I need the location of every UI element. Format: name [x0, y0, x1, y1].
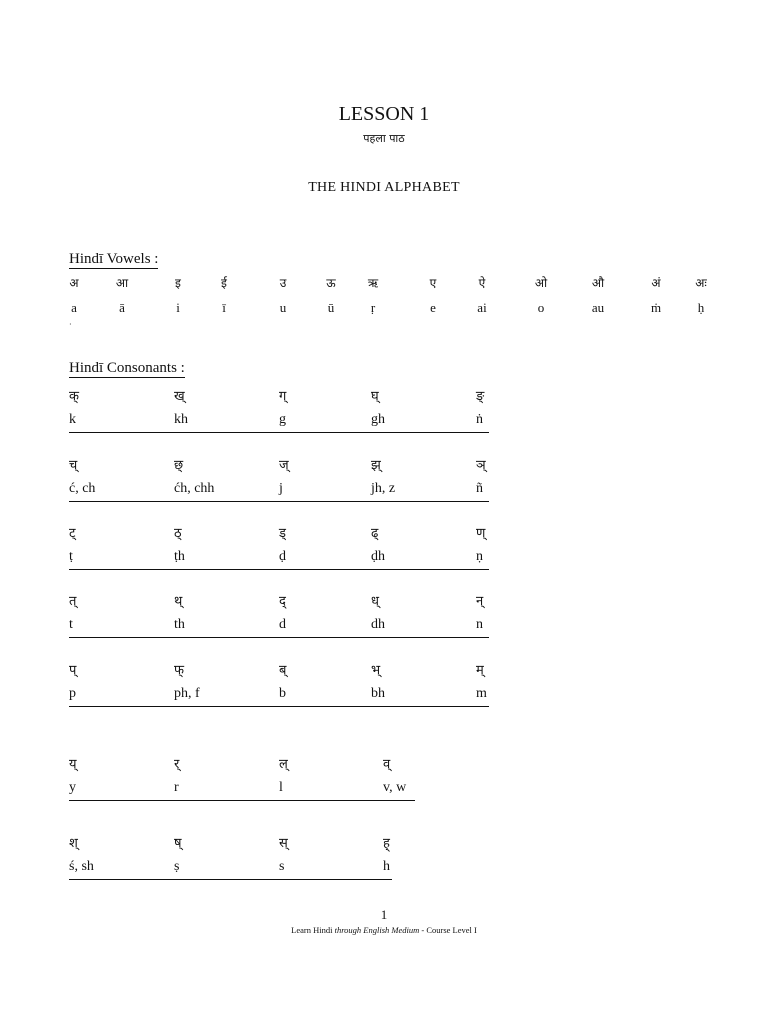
consonant-roman: g [279, 412, 286, 427]
consonant-roman: dh [371, 617, 385, 632]
row-divider [69, 432, 489, 433]
consonant-devanagari: ञ् [476, 458, 486, 473]
row-divider [69, 879, 392, 880]
consonant-roman: ṅ [476, 412, 483, 427]
consonant-roman: t [69, 617, 73, 632]
footer-text-suffix: - Course Level I [419, 925, 477, 935]
consonant-roman: ḍh [371, 549, 385, 564]
vowel-roman: ḥ [697, 300, 705, 315]
vowel-roman: a [71, 300, 77, 315]
page-number: 1 [380, 907, 388, 922]
consonant-devanagari: म् [476, 663, 484, 678]
vowel-roman: o [537, 300, 545, 315]
consonant-roman: l [279, 780, 283, 795]
vowel-devanagari: अ [69, 276, 79, 290]
consonant-devanagari: न् [476, 594, 484, 609]
consonant-roman: bh [371, 686, 385, 701]
consonant-roman: th [174, 617, 185, 632]
vowel-devanagari: अं [651, 276, 661, 290]
consonant-roman: ḍ [279, 549, 286, 564]
footer-text [0, 925, 768, 935]
consonant-devanagari: छ् [174, 458, 184, 473]
consonant-roman: b [279, 686, 286, 701]
vowel-roman: au [591, 300, 605, 315]
consonant-roman: jh, z [371, 481, 396, 496]
consonant-devanagari: ल् [279, 757, 288, 772]
consonant-devanagari: थ् [174, 594, 183, 609]
consonant-devanagari: ङ् [476, 389, 485, 404]
consonant-devanagari: प् [69, 663, 77, 678]
consonant-roman: ṭh [174, 549, 185, 564]
vowel-devanagari: ओ [534, 276, 548, 290]
consonant-roman: ph, f [174, 686, 200, 701]
consonant-devanagari: ढ् [371, 526, 379, 541]
consonant-roman: v, w [383, 780, 407, 795]
row-divider [69, 569, 489, 570]
consonant-devanagari: ब् [279, 663, 287, 678]
consonant-devanagari: ह् [383, 836, 390, 851]
consonant-devanagari: भ् [371, 663, 381, 678]
vowel-devanagari: ए [429, 276, 437, 290]
row-divider [69, 501, 489, 502]
consonant-roman: ćh, chh [174, 481, 215, 496]
consonant-roman: gh [371, 412, 385, 427]
consonant-roman: ñ [476, 481, 483, 496]
vowel-roman: ū [327, 300, 335, 315]
consonant-roman: ṭ [69, 549, 73, 564]
consonant-roman: kh [174, 412, 188, 427]
consonant-roman: j [279, 481, 283, 496]
consonant-devanagari: त् [69, 594, 77, 609]
consonant-roman: y [69, 780, 76, 795]
vowel-devanagari: आ [115, 276, 129, 290]
consonant-roman: s [279, 859, 285, 874]
consonant-devanagari: ग् [279, 389, 287, 404]
vowel-roman: i [176, 300, 180, 315]
consonant-devanagari: झ् [371, 458, 381, 473]
section-heading: THE HINDI ALPHABET [308, 180, 460, 195]
consonant-devanagari: ध् [371, 594, 379, 609]
vowel-devanagari: ऐ [478, 276, 486, 290]
vowel-devanagari: ऊ [326, 276, 336, 290]
consonant-roman: k [69, 412, 76, 427]
vowel-devanagari: अः [695, 276, 707, 290]
consonant-devanagari: ण् [476, 526, 486, 541]
consonant-devanagari: ड् [279, 526, 286, 541]
consonant-devanagari: घ् [371, 389, 379, 404]
vowel-roman: ī [222, 300, 226, 315]
consonant-devanagari: ठ् [174, 526, 182, 541]
vowel-devanagari: औ [591, 276, 605, 290]
consonant-roman: r [174, 780, 179, 795]
vowel-roman: ā [119, 300, 125, 315]
page-title: LESSON 1 [338, 103, 430, 125]
stray-mark: · [69, 320, 72, 329]
consonant-devanagari: ज् [279, 458, 289, 473]
vowel-roman: e [430, 300, 436, 315]
vowel-devanagari: ई [221, 276, 227, 290]
vowel-roman: ai [477, 300, 487, 315]
row-divider [69, 637, 489, 638]
consonant-devanagari: श् [69, 836, 78, 851]
consonant-roman: d [279, 617, 286, 632]
consonant-devanagari: फ् [174, 663, 185, 678]
consonant-devanagari: क् [69, 389, 79, 404]
vowel-devanagari: इ [175, 276, 181, 290]
consonant-devanagari: च् [69, 458, 78, 473]
consonant-devanagari: ख् [174, 389, 185, 404]
consonant-devanagari: ट् [69, 526, 76, 541]
footer-text-italic: through English Medium [334, 925, 420, 935]
consonant-devanagari: ष् [174, 836, 182, 851]
consonant-roman: h [383, 859, 390, 874]
consonant-devanagari: स् [279, 836, 288, 851]
consonant-roman: m [476, 686, 487, 701]
consonant-roman: n [476, 617, 483, 632]
vowel-devanagari: ऋ [367, 276, 379, 290]
vowels-label: Hindī Vowels : [69, 251, 159, 267]
consonant-roman: ś, sh [69, 859, 94, 874]
consonant-roman: ṣ [174, 859, 180, 874]
row-divider [69, 800, 415, 801]
footer-text-prefix: Learn Hindi [291, 925, 335, 935]
consonant-roman: ṇ [476, 549, 483, 564]
vowel-devanagari: उ [279, 276, 287, 290]
vowel-roman: ṛ [370, 300, 376, 315]
consonant-devanagari: र् [174, 757, 180, 772]
row-divider [69, 706, 489, 707]
consonants-label: Hindī Consonants : [69, 360, 185, 376]
vowel-roman: u [279, 300, 287, 315]
consonant-roman: ć, ch [69, 481, 96, 496]
consonant-roman: p [69, 686, 76, 701]
consonant-devanagari: व् [383, 757, 391, 772]
page-subtitle-hindi: पहला पाठ [363, 132, 405, 145]
consonant-devanagari: य् [69, 757, 77, 772]
vowel-roman: ṁ [650, 300, 662, 315]
consonant-devanagari: द् [279, 594, 286, 609]
